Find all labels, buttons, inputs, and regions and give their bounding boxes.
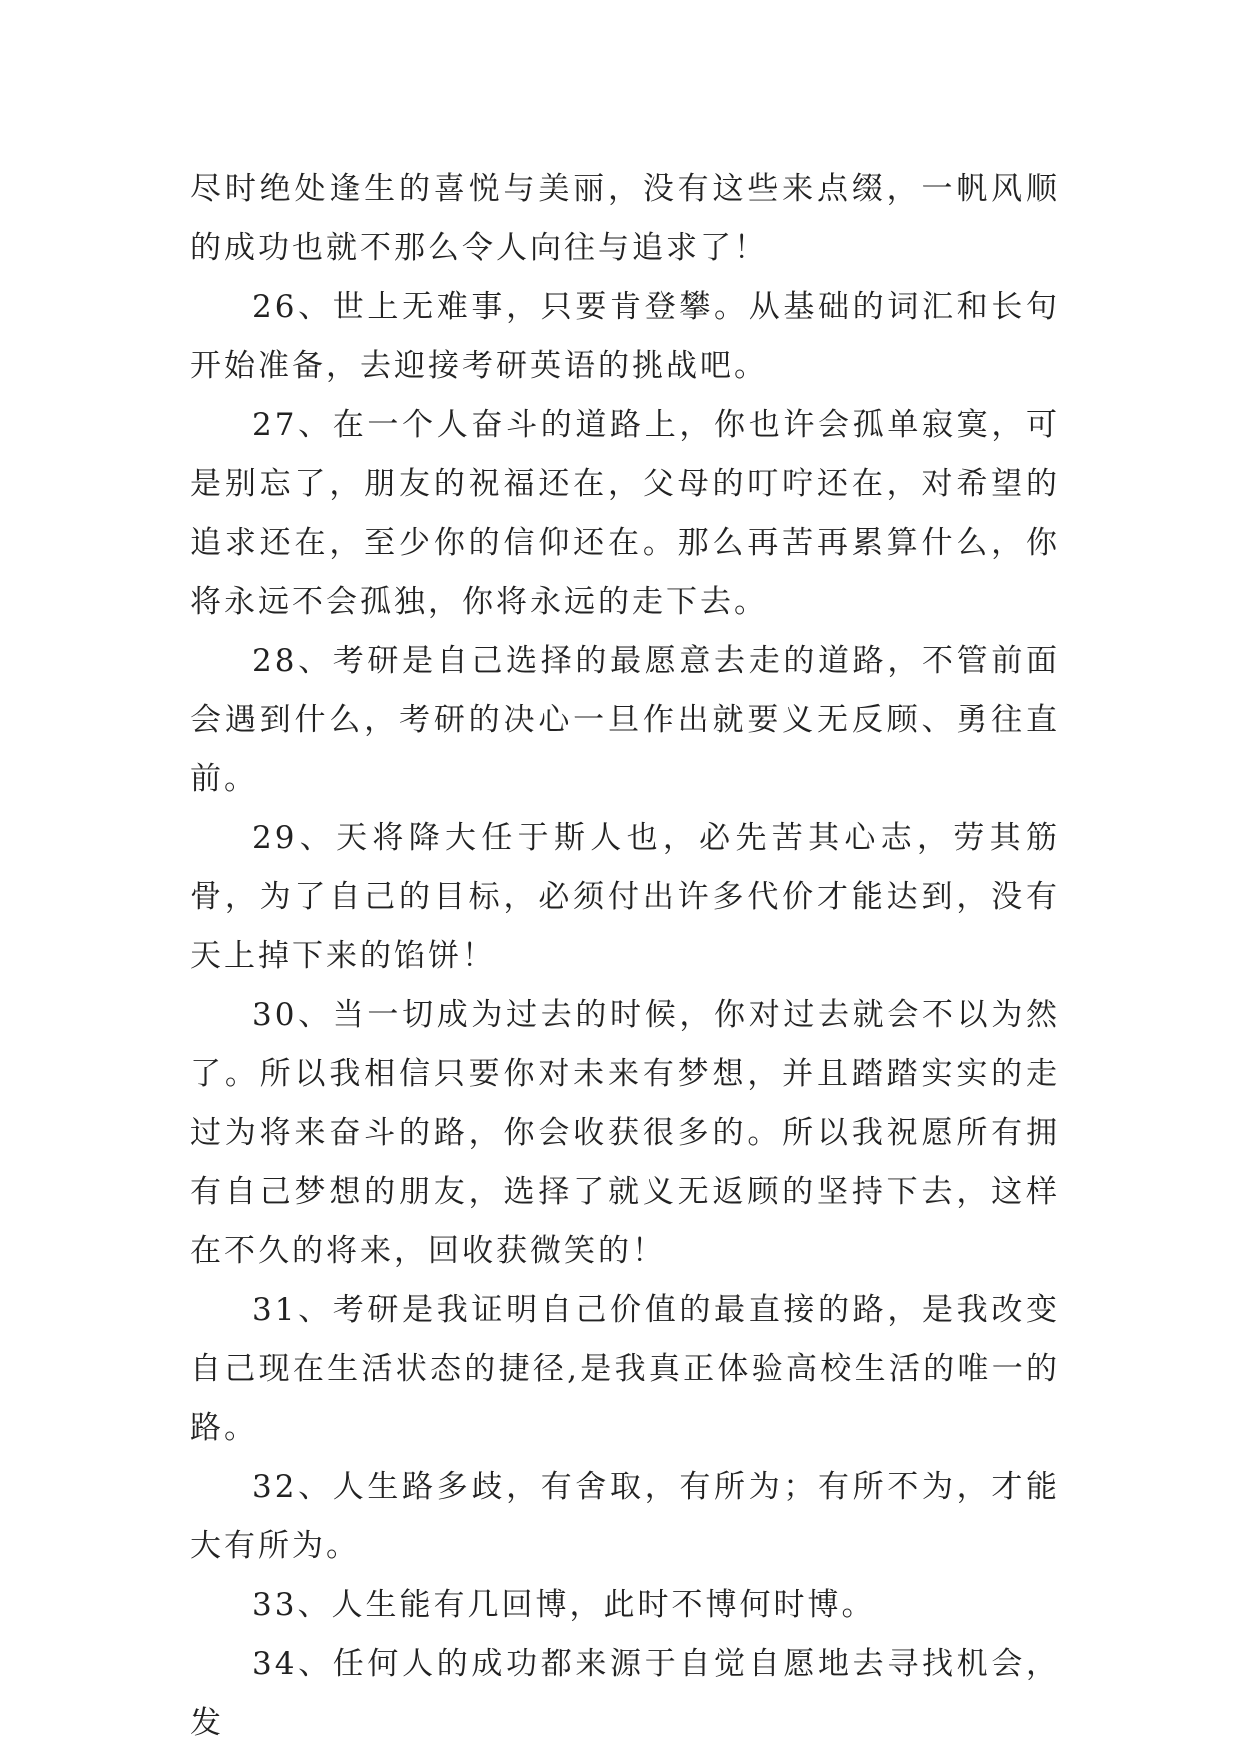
paragraph-29: 29、天将降大任于斯人也，必先苦其心志，劳其筋骨，为了自己的目标，必须付出许多代价才能达到，没有天上掉下来的馅饼！	[190, 820, 1060, 974]
paragraph-27: 27、在一个人奋斗的道路上，你也许会孤单寂寞，可是别忘了，朋友的祝福还在，父母的叮咛还在，对希望的追求还在，至少你的信仰还在。那么再苦再累算什么，你将永远不会孤独，你将永远的走下去。	[190, 407, 1060, 620]
paragraph-30: 30、当一切成为过去的时候，你对过去就会不以为然了。所以我相信只要你对未来有梦想，并且踏踏实实的走过为将来奋斗的路，你会收获很多的。所以我祝愿所有拥有自己梦想的朋友，选择了就义无返顾的坚持下去，这样在不久的将来，回收获微笑的！	[190, 997, 1060, 1269]
document-body	[190, 160, 1060, 1753]
paragraph-34: 34、任何人的成功都来源于自觉自愿地去寻找机会，发	[190, 1646, 1060, 1741]
paragraph-31: 31、考研是我证明自己价值的最直接的路，是我改变自己现在生活状态的捷径,是我真正体验高校生活的唯一的路。	[190, 1292, 1060, 1446]
paragraph-continuation: 尽时绝处逢生的喜悦与美丽，没有这些来点缀，一帆风顺的成功也就不那么令人向往与追求了！	[190, 171, 1060, 266]
paragraph-32: 32、人生路多歧，有舍取，有所为；有所不为，才能大有所为。	[190, 1469, 1060, 1564]
paragraph-33: 33、人生能有几回博，此时不博何时博。	[252, 1587, 876, 1623]
paragraph-28: 28、考研是自己选择的最愿意去走的道路，不管前面会遇到什么，考研的决心一旦作出就要义无反顾、勇往直前。	[190, 643, 1060, 797]
paragraph-26: 26、世上无难事，只要肯登攀。从基础的词汇和长句开始准备，去迎接考研英语的挑战吧。	[190, 289, 1060, 384]
